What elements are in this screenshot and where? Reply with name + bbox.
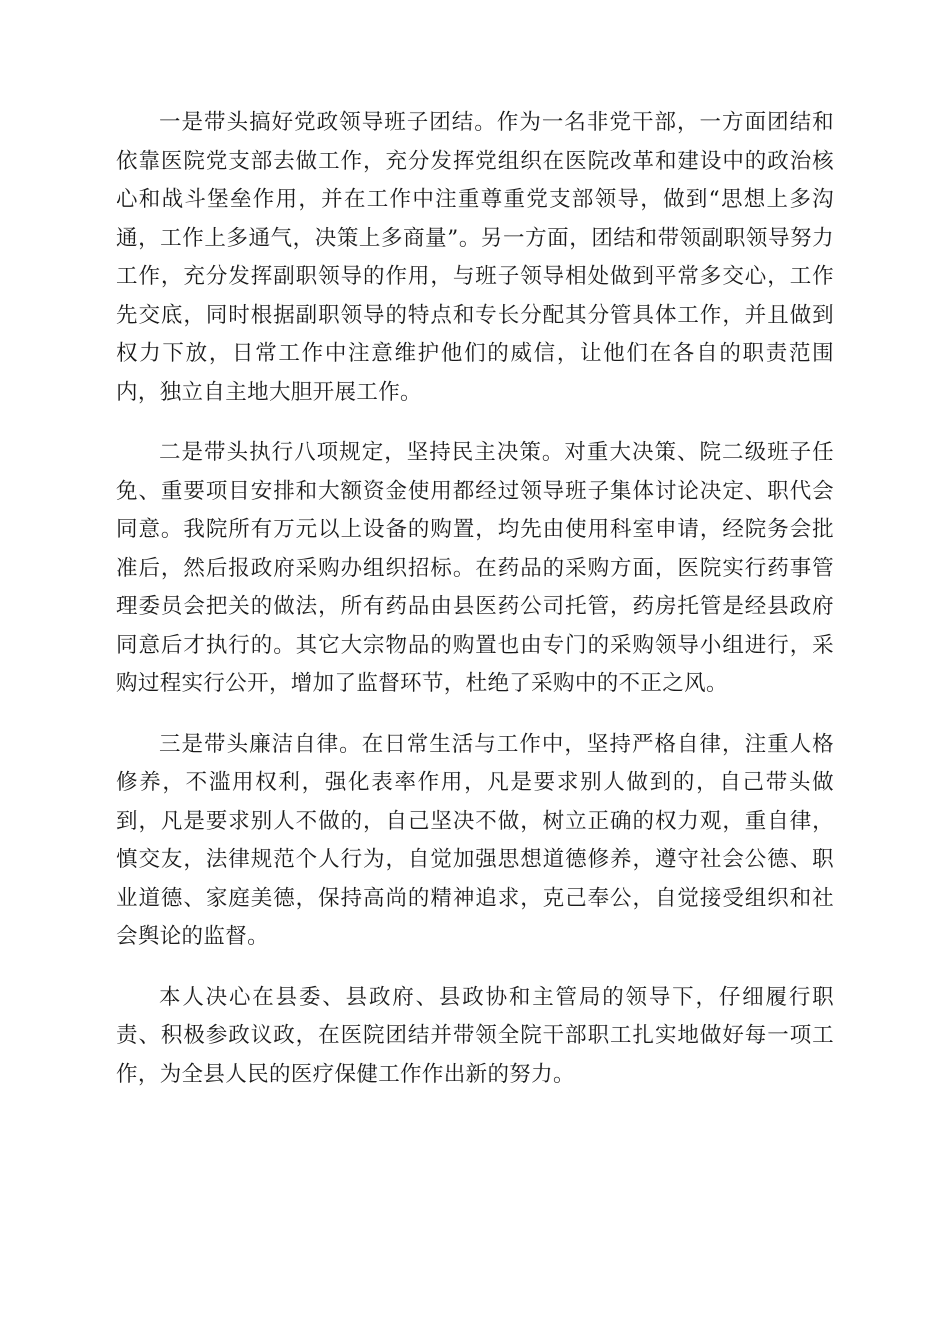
paragraph-self-discipline: 三是带头廉洁自律。在日常生活与工作中，坚持严格自律，注重人格修养，不滥用权利，强化表率作用，凡是要求别人做到的，自己带头做到，凡是要求别人不做的，自己坚决不做，树立正确的权力观，重自律，慎交友，法律规范个人行为，自觉加强思想道德修养，遵守社会公德、职业道德、家庭美德，保持高尚的精神追求，克己奉公，自觉接受组织和社会舆论的监督。 xyxy=(116,731,834,949)
paragraph-democratic-decision: 二是带头执行八项规定，坚持民主决策。对重大决策、院二级班子任免、重要项目安排和大额资金使用都经过领导班子集体讨论决定、职代会同意。我院所有万元以上设备的购置，均先由使用科室申请，经院务会批准后，然后报政府采购办组织招标。在药品的采购方面，医院实行药事管理委员会把关的做法，所有药品由县医药公司托管，药房托管是经县政府同意后才执行的。其它大宗物品的购置也由专门的采购领导小组进行，采购过程实行公开，增加了监督环节，杜绝了采购中的不正之风。 xyxy=(116,440,834,696)
paragraph-leadership-unity: 一是带头搞好党政领导班子团结。作为一名非党干部，一方面团结和依靠医院党支部去做工作，充分发挥党组织在医院改革和建设中的政治核心和战斗堡垒作用，并在工作中注重尊重党支部领导，做到“思想上多沟通，工作上多通气，决策上多商量”。另一方面，团结和带领副职领导努力工作，充分发挥副职领导的作用，与班子领导相处做到平常多交心，工作先交底，同时根据副职领导的特点和专长分配其分管具体工作，并且做到权力下放，日常工作中注意维护他们的威信，让他们在各自的职责范围内，独立自主地大胆开展工作。 xyxy=(116,110,834,405)
document-body xyxy=(116,104,834,1116)
paragraph-conclusion: 本人决心在县委、县政府、县政协和主管局的领导下，仔细履行职责、积极参政议政，在医院团结并带领全院干部职工扎实地做好每一项工作，为全县人民的医疗保健工作作出新的努力。 xyxy=(116,984,834,1087)
